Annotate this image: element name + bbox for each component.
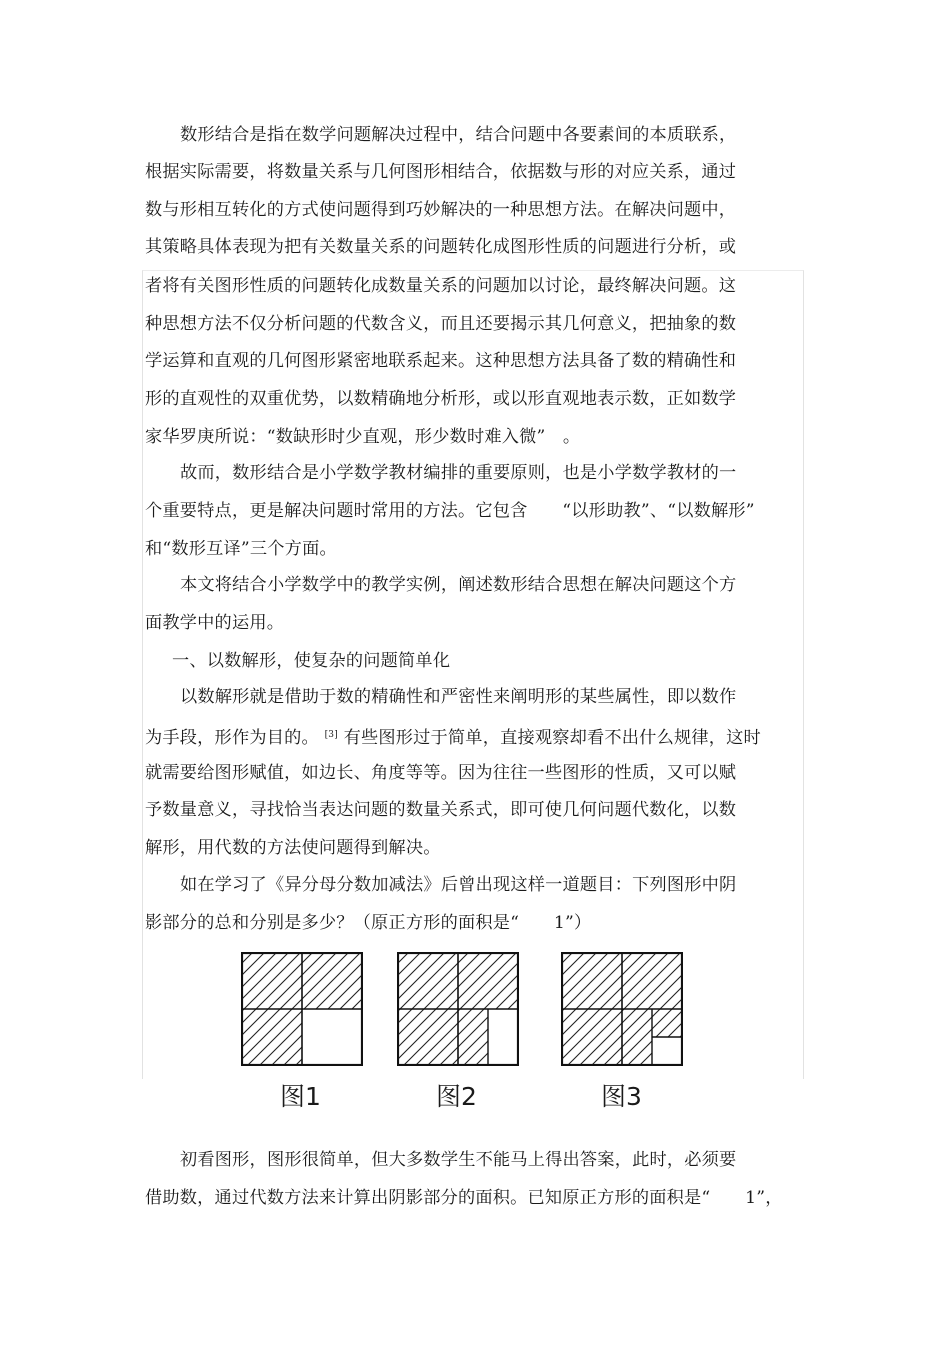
text-line: 初看图形，图形很简单，但大多数学生不能马上得出答案，此时，必须要 xyxy=(180,1150,737,1170)
text-line: 面教学中的运用。 xyxy=(145,613,285,633)
text-line: 根据实际需要，将数量关系与几何图形相结合，依据数与形的对应关系，通过 xyxy=(145,162,737,182)
text-line: 其策略具体表现为把有关数量关系的问题转化成图形性质的问题进行分析，或 xyxy=(145,237,737,257)
text-line: 本文将结合小学数学中的教学实例，阐述数形结合思想在解决问题这个方 xyxy=(180,575,737,595)
text-line: 种思想方法不仅分析问题的代数含义，而且还要揭示其几何意义，把抽象的数 xyxy=(145,314,737,334)
text-line: 者将有关图形性质的问题转化成数量关系的问题加以讨论，最终解决问题。这 xyxy=(145,276,737,296)
text-line: 数形结合是指在数学问题解决过程中，结合问题中各要素间的本质联系， xyxy=(180,125,737,145)
text-line: 数与形相互转化的方式使问题得到巧妙解决的一种思想方法。在解决问题中， xyxy=(145,200,737,220)
text-line: 家华罗庚所说：“数缺形时少直观，形少数时难入微” 。 xyxy=(145,427,581,447)
text-line: 解形，用代数的方法使问题得到解决。 xyxy=(145,838,441,858)
text-line: 形的直观性的双重优势，以数精确地分析形，或以形直观地表示数，正如数学 xyxy=(145,389,737,409)
citation-ref[interactable]: [3] xyxy=(324,730,338,740)
text-line: 和“数形互译”三个方面。 xyxy=(145,539,337,559)
figure-2-diagram xyxy=(397,952,519,1066)
section-heading: 一、以数解形，使复杂的问题简单化 xyxy=(172,651,451,671)
text-line: 予数量意义，寻找恰当表达问题的数量关系式，即可使几何问题代数化，以数 xyxy=(145,800,737,820)
text-line: 个重要特点，更是解决问题时常用的方法。它包含 “以形助教”、“以数解形” xyxy=(145,501,755,521)
text-line: 就需要给图形赋值，如边长、角度等等。因为往往一些图形的性质，又可以赋 xyxy=(145,763,737,783)
text-line: 影部分的总和分别是多少？（原正方形的面积是“ 1”） xyxy=(145,913,592,933)
figure-3-caption: 图3 xyxy=(601,1082,642,1111)
text-line: 如在学习了《异分母分数加减法》后曾出现这样一道题目：下列图形中阴 xyxy=(180,875,737,895)
text-line: 以数解形就是借助于数的精确性和严密性来阐明形的某些属性，即以数作 xyxy=(180,687,737,707)
text-segment: 有些图形过于简单，直接观察却看不出什么规律，这时 xyxy=(343,728,761,748)
figure-3-diagram xyxy=(561,952,683,1066)
text-line: 故而，数形结合是小学数学教材编排的重要原则，也是小学数学教材的一 xyxy=(180,463,737,483)
text-segment: 为手段，形作为目的。 xyxy=(145,728,319,748)
figure-1-diagram xyxy=(241,952,363,1066)
text-line: 借助数，通过代数方法来计算出阴影部分的面积。已知原正方形的面积是“ 1”， xyxy=(145,1188,783,1208)
figure-2-caption: 图2 xyxy=(436,1082,477,1111)
figure-1-caption: 图1 xyxy=(280,1082,321,1111)
text-line xyxy=(145,724,761,749)
text-line: 学运算和直观的几何图形紧密地联系起来。这种思想方法具备了数的精确性和 xyxy=(145,351,737,371)
